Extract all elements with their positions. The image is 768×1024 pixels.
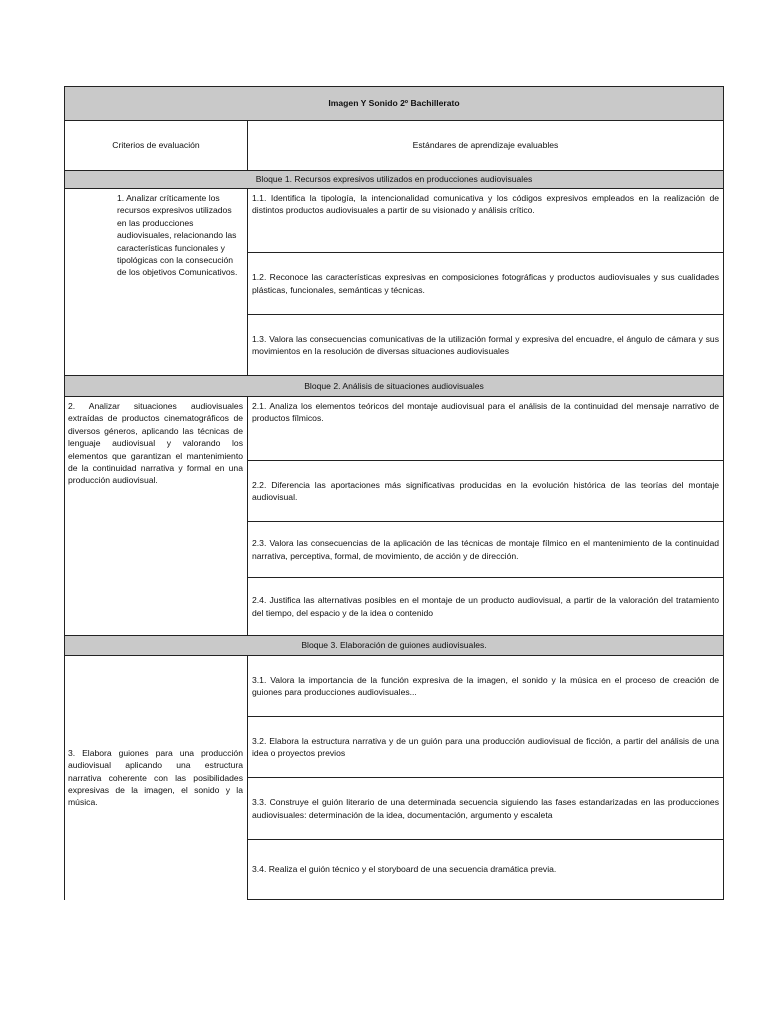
block-3-title: Bloque 3. Elaboración de guiones audiovisuales. — [65, 636, 724, 656]
block-3-row-1 — [65, 656, 724, 717]
standard-3-2: 3.2. Elabora la estructura narrativa y de un guión para una producción audiovisual de ficción, a partir del análisis de una idea o proyectos previos — [248, 717, 724, 778]
block-1-header-row — [65, 171, 724, 189]
block-2-header-row — [65, 376, 724, 397]
standard-2-1: 2.1. Analiza los elementos teóricos del montaje audiovisual para el análisis de la continuidad del mensaje narrativo de productos fílmicos. — [248, 397, 724, 461]
standards-header: Estándares de aprendizaje evaluables — [248, 121, 724, 171]
block-3-header-row — [65, 636, 724, 656]
standard-2-4: 2.4. Justifica las alternativas posibles en el montaje de un producto audiovisual, a partir de la valoración del tratamiento del tiempo, del espacio y de la idea o contenido — [248, 578, 724, 636]
standard-2-3: 2.3. Valora las consecuencias de la aplicación de las técnicas de montaje fílmico en el mantenimiento de la continuidad narrativa, perceptiva, formal, de movimiento, de acción y de dirección. — [248, 522, 724, 578]
table-title: Imagen Y Sonido 2º Bachillerato — [65, 87, 724, 121]
block-2-criterion: 2. Analizar situaciones audiovisuales extraídas de productos cinematográficos de diversos géneros, aplicando las técnicas de lenguaje audiovisual y valorando los elementos que garantizan el mantenimiento de la continuidad narrativa y formal en una producción audiovisual. — [65, 397, 248, 636]
criteria-header: Criterios de evaluación — [65, 121, 248, 171]
header-row — [65, 121, 724, 171]
block-1-row-1 — [65, 189, 724, 253]
block-2-title: Bloque 2. Análisis de situaciones audiovisuales — [65, 376, 724, 397]
standard-1-2: 1.2. Reconoce las características expresivas en composiciones fotográficas y productos audiovisuales y sus cualidades plásticas, funcionales, semánticas y técnicas. — [248, 253, 724, 315]
standard-2-2: 2.2. Diferencia las aportaciones más significativas producidas en la evolución histórica de las teorías del montaje audiovisual. — [248, 461, 724, 522]
standard-1-1: 1.1. Identifica la tipología, la intencionalidad comunicativa y los códigos expresivos empleados en la realización de distintos productos audiovisuales a partir de su visionado y análisis crítico. — [248, 189, 724, 253]
block-2-row-1 — [65, 397, 724, 461]
title-row — [65, 87, 724, 121]
block-1-criterion: 1. Analizar críticamente los recursos expresivos utilizados en las producciones audiovisuales, relacionando las características funcionales y tipológicas con la consecución de los objetivos Comunicativos. — [65, 189, 248, 376]
standard-3-3: 3.3. Construye el guión literario de una determinada secuencia siguiendo las fases estandarizadas en las producciones audiovisuales: determinación de la idea, documentación, argumento y escaleta — [248, 778, 724, 840]
curriculum-table — [64, 86, 724, 900]
block-3-criterion: 3. Elabora guiones para una producción audiovisual aplicando una estructura narrativa coherente con las posibilidades expresivas de la imagen, el sonido y la música. — [65, 656, 248, 900]
standard-3-4: 3.4. Realiza el guión técnico y el storyboard de una secuencia dramática previa. — [248, 840, 724, 900]
standard-1-3: 1.3. Valora las consecuencias comunicativas de la utilización formal y expresiva del encuadre, el ángulo de cámara y sus movimientos en la resolución de diversas situaciones audiovisuales — [248, 315, 724, 376]
standard-3-1: 3.1. Valora la importancia de la función expresiva de la imagen, el sonido y la música en el proceso de creación de guiones para producciones audiovisuales... — [248, 656, 724, 717]
block-1-title: Bloque 1. Recursos expresivos utilizados en producciones audiovisuales — [65, 171, 724, 189]
